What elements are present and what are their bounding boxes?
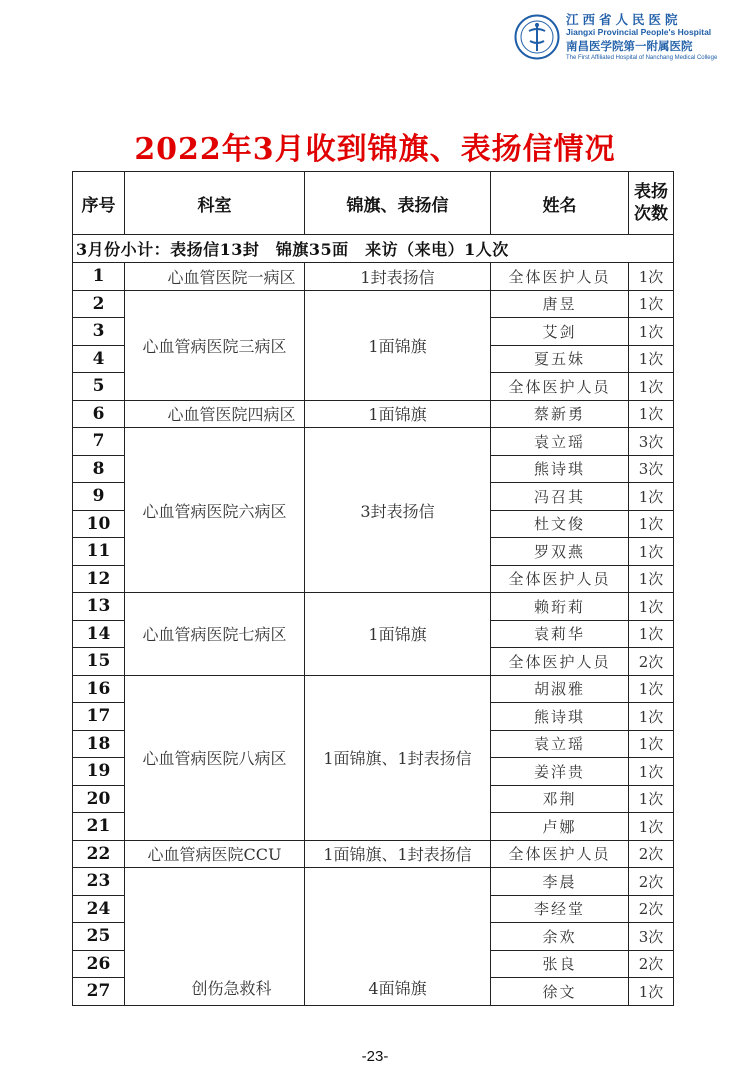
praise-type-cell: 1面锦旗 bbox=[305, 593, 491, 676]
row-number: 24 bbox=[73, 895, 125, 923]
staff-name: 姜洋贵 bbox=[491, 758, 629, 786]
staff-name: 全体医护人员 bbox=[491, 648, 629, 676]
dept-cell: 心血管医院四病区 bbox=[125, 400, 305, 428]
row-number: 17 bbox=[73, 703, 125, 731]
praise-type-cell: 1封表扬信 bbox=[305, 263, 491, 291]
praise-type-cell: 1面锦旗、1封表扬信 bbox=[305, 840, 491, 868]
praise-count: 1次 bbox=[629, 345, 674, 373]
staff-name: 熊诗琪 bbox=[491, 703, 629, 731]
staff-name: 胡淑雅 bbox=[491, 675, 629, 703]
table-header-row bbox=[73, 172, 674, 235]
dept-cell: 心血管病医院三病区 bbox=[125, 290, 305, 400]
row-number: 13 bbox=[73, 593, 125, 621]
row-number: 16 bbox=[73, 675, 125, 703]
header-name: 姓名 bbox=[491, 172, 629, 235]
dept-cell: 心血管病医院六病区 bbox=[125, 428, 305, 593]
header-no: 序号 bbox=[73, 172, 125, 235]
row-number: 15 bbox=[73, 648, 125, 676]
staff-name: 唐昱 bbox=[491, 290, 629, 318]
staff-name: 张良 bbox=[491, 950, 629, 978]
praise-count: 2次 bbox=[629, 840, 674, 868]
page-title: 2022年3月收到锦旗、表扬信情况 bbox=[134, 132, 616, 167]
praise-count: 1次 bbox=[629, 620, 674, 648]
praise-count: 1次 bbox=[629, 565, 674, 593]
praise-count: 1次 bbox=[629, 318, 674, 346]
praise-count: 2次 bbox=[629, 895, 674, 923]
staff-name: 全体医护人员 bbox=[491, 840, 629, 868]
dept-cell: 心血管病医院八病区 bbox=[125, 675, 305, 840]
hospital-header bbox=[514, 10, 744, 62]
row-number: 20 bbox=[73, 785, 125, 813]
staff-name: 杜文俊 bbox=[491, 510, 629, 538]
praise-count: 1次 bbox=[629, 290, 674, 318]
praise-type-cell: 1面锦旗 bbox=[305, 290, 491, 400]
staff-name: 袁莉华 bbox=[491, 620, 629, 648]
row-number: 12 bbox=[73, 565, 125, 593]
row-number: 7 bbox=[73, 428, 125, 456]
summary-row bbox=[73, 235, 674, 263]
row-number: 11 bbox=[73, 538, 125, 566]
praise-count: 1次 bbox=[629, 593, 674, 621]
staff-name: 全体医护人员 bbox=[491, 373, 629, 401]
praise-count: 1次 bbox=[629, 483, 674, 511]
praise-count: 1次 bbox=[629, 703, 674, 731]
hospital-name-en: Jiangxi Provincial People's Hospital bbox=[566, 27, 712, 37]
staff-name: 袁立瑶 bbox=[491, 428, 629, 456]
row-number: 25 bbox=[73, 923, 125, 951]
praise-type-cell: 1面锦旗 bbox=[305, 400, 491, 428]
staff-name: 罗双燕 bbox=[491, 538, 629, 566]
hospital-name-cn: 江西省人民医院 bbox=[566, 12, 682, 27]
row-number: 2 bbox=[73, 290, 125, 318]
row-number: 14 bbox=[73, 620, 125, 648]
row-number: 23 bbox=[73, 868, 125, 896]
praise-count: 1次 bbox=[629, 758, 674, 786]
dept-cell: 心血管病医院七病区 bbox=[125, 593, 305, 676]
row-number: 1 bbox=[73, 263, 125, 291]
praise-count: 1次 bbox=[629, 538, 674, 566]
praise-count: 1次 bbox=[629, 373, 674, 401]
summary-text: 3月份小计：表扬信13封 锦旗35面 来访（来电）1人次 bbox=[73, 235, 674, 263]
praise-count: 1次 bbox=[629, 400, 674, 428]
praise-type-cell: 4面锦旗 bbox=[305, 868, 491, 1006]
row-number: 10 bbox=[73, 510, 125, 538]
dept-cell: 心血管医院一病区 bbox=[125, 263, 305, 291]
praise-count: 2次 bbox=[629, 868, 674, 896]
row-number: 9 bbox=[73, 483, 125, 511]
table-row bbox=[73, 428, 674, 456]
table-row bbox=[73, 675, 674, 703]
row-number: 19 bbox=[73, 758, 125, 786]
staff-name: 全体医护人员 bbox=[491, 565, 629, 593]
praise-type-cell: 1面锦旗、1封表扬信 bbox=[305, 675, 491, 840]
header-dept: 科室 bbox=[125, 172, 305, 235]
staff-name: 李晨 bbox=[491, 868, 629, 896]
praise-count: 3次 bbox=[629, 455, 674, 483]
staff-name: 冯召其 bbox=[491, 483, 629, 511]
table-row bbox=[73, 868, 674, 896]
row-number: 5 bbox=[73, 373, 125, 401]
header-type: 锦旗、表扬信 bbox=[305, 172, 491, 235]
page-number: -23- bbox=[361, 1048, 389, 1065]
dept-cell: 创伤急救科 bbox=[125, 868, 305, 1006]
hospital-emblem-icon bbox=[514, 14, 560, 60]
staff-name: 熊诗琪 bbox=[491, 455, 629, 483]
staff-name: 全体医护人员 bbox=[491, 263, 629, 291]
praise-count: 3次 bbox=[629, 428, 674, 456]
table-row bbox=[73, 593, 674, 621]
staff-name: 艾剑 bbox=[491, 318, 629, 346]
row-number: 26 bbox=[73, 950, 125, 978]
row-number: 3 bbox=[73, 318, 125, 346]
college-name-en: The First Affiliated Hospital of Nanchang Medical College bbox=[566, 55, 718, 61]
staff-name: 蔡新勇 bbox=[491, 400, 629, 428]
praise-table bbox=[72, 171, 674, 1006]
staff-name: 夏五妹 bbox=[491, 345, 629, 373]
praise-count: 2次 bbox=[629, 950, 674, 978]
row-number: 21 bbox=[73, 813, 125, 841]
praise-count: 1次 bbox=[629, 675, 674, 703]
staff-name: 余欢 bbox=[491, 923, 629, 951]
praise-count: 1次 bbox=[629, 785, 674, 813]
staff-name: 李经堂 bbox=[491, 895, 629, 923]
praise-count: 1次 bbox=[629, 510, 674, 538]
praise-count: 2次 bbox=[629, 648, 674, 676]
hospital-name-block bbox=[566, 12, 744, 63]
header-count: 表扬次数 bbox=[629, 172, 674, 235]
table-row bbox=[73, 290, 674, 318]
staff-name: 邓荆 bbox=[491, 785, 629, 813]
table-row bbox=[73, 263, 674, 291]
table-row bbox=[73, 840, 674, 868]
row-number: 8 bbox=[73, 455, 125, 483]
row-number: 27 bbox=[73, 978, 125, 1006]
row-number: 22 bbox=[73, 840, 125, 868]
praise-count: 1次 bbox=[629, 978, 674, 1006]
praise-count: 1次 bbox=[629, 263, 674, 291]
row-number: 6 bbox=[73, 400, 125, 428]
college-name-cn: 南昌医学院第一附属医院 bbox=[566, 39, 693, 53]
staff-name: 卢娜 bbox=[491, 813, 629, 841]
staff-name: 赖珩莉 bbox=[491, 593, 629, 621]
praise-count: 3次 bbox=[629, 923, 674, 951]
row-number: 18 bbox=[73, 730, 125, 758]
praise-type-cell: 3封表扬信 bbox=[305, 428, 491, 593]
staff-name: 袁立瑶 bbox=[491, 730, 629, 758]
staff-name: 徐文 bbox=[491, 978, 629, 1006]
praise-count: 1次 bbox=[629, 813, 674, 841]
table-row bbox=[73, 400, 674, 428]
dept-cell: 心血管病医院CCU bbox=[125, 840, 305, 868]
row-number: 4 bbox=[73, 345, 125, 373]
praise-count: 1次 bbox=[629, 730, 674, 758]
